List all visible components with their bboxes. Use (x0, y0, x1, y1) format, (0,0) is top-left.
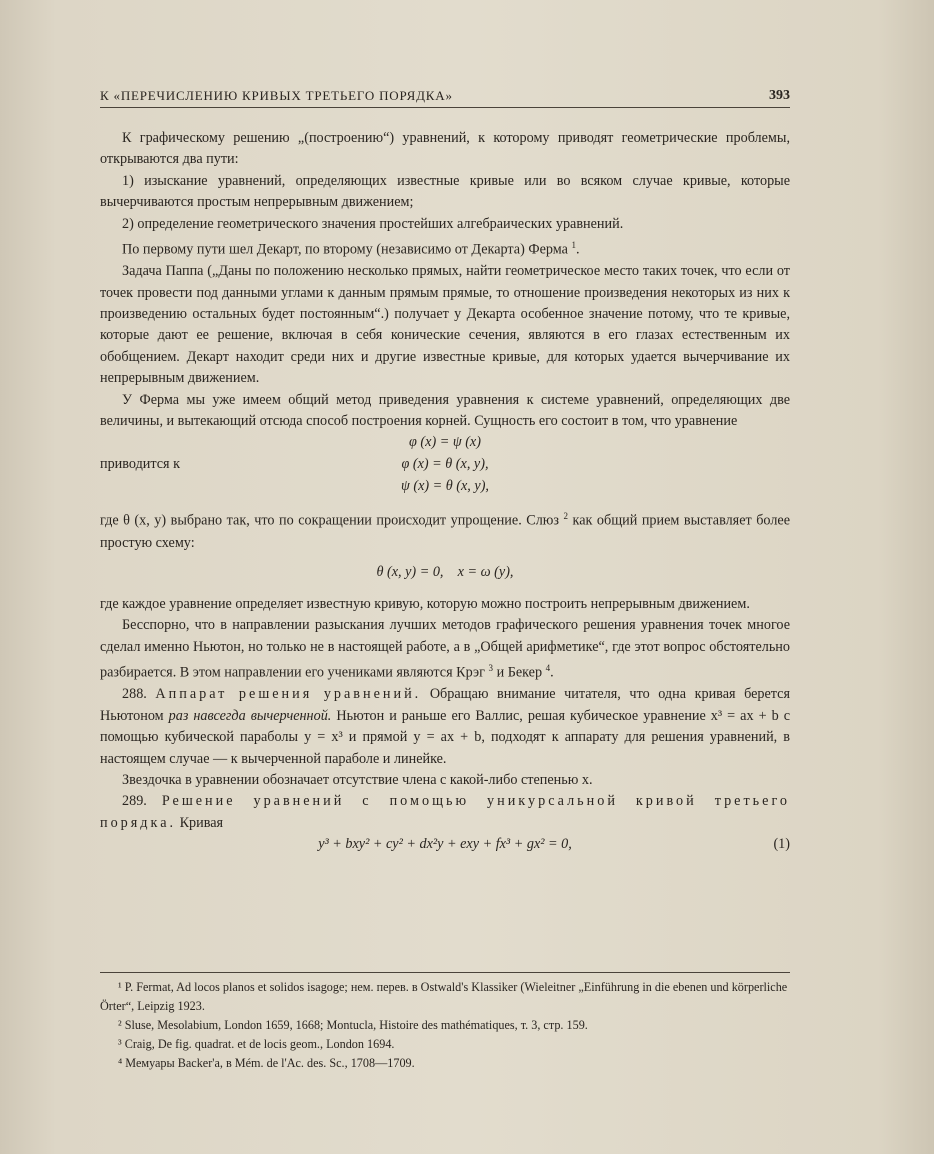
footnote: ¹ P. Fermat, Ad locos planos et solidos isagoge; нем. перев. в Ostwald's Klassiker (Wieleitner „Einführung in die ebenen und körperliche Örter“, Leipzig 1923. (100, 980, 788, 1013)
footnote-ref: 1 (571, 240, 576, 251)
paragraph-text: Бесспорно, что в направлении разыскания лучших методов графического решения уравнения точек многое сделал именно Ньютон, но только не в настоящей работе, а в „Общей арифметике“, где этот вопрос обстоятельно разбирается. В этом направлении его учениками являются Крэг (100, 617, 790, 681)
formula-line (100, 476, 790, 498)
footnote: ⁴ Мемуары Backer'a, в Mém. de l'Ac. des. Sc., 1708—1709. (118, 1056, 415, 1070)
paragraph: Задача Паппа („Даны по положению несколько прямых, найти геометрическое место таких точек, что если от точек провести под данными углами к данным прямым прямые, то отношение произведения некоторых из них к произведению остальных будет постоянным“.) получает у Декарта особенное значение потому, что те кривые, которые дают ее решение, включая в себя конические сечения, являются в его глазах естественным их обобщением. Декарт находит среди них и другие известные кривые, для которых удается вычерчивание их непрерывным движением. (100, 263, 790, 387)
page-number: 393 (769, 88, 790, 103)
equation-number: (1) (773, 836, 790, 853)
paragraph: Бесспорно, что в направлении разыскания лучших методов графического решения уравнения точек многое сделал именно Ньютон, но только не в настоящей работе, а в „Общей арифметике“, где этот вопрос обстоятельно разбирается. В этом направлении его учениками являются Крэг $^3$ и Бекер $^4$. (100, 617, 790, 681)
paragraph (100, 506, 790, 554)
main-text (100, 128, 790, 856)
emphasis-text: раз навсегда вычерченной. (168, 707, 332, 724)
formula-line (100, 432, 790, 454)
paragraph-text: По первому пути шел Декарт, по второму (независимо от Декарта) Ферма (122, 241, 568, 258)
paragraph-text: как общий прием выставляет более простую схему: (100, 513, 791, 551)
section-heading: Решение уравнений с помощью уникурсальной кривой третьего порядка. (100, 793, 791, 831)
paragraph: К графическому решению „(построению“) уравнений, к которому приводят геометрические проблемы, открываются два пути: (100, 130, 790, 168)
section-number: 288. (122, 686, 147, 703)
paragraph-text: и Бекер (496, 664, 543, 681)
paragraph-text: Кривая (179, 814, 224, 831)
footnote: ² Sluse, Mesolabium, London 1659, 1668; Montucla, Histoire des mathématiques, т. 3, стр. 159. (118, 1018, 588, 1032)
footnote-ref: 2 (563, 511, 569, 522)
formula-line (100, 834, 790, 856)
footnote-ref: 3 (488, 663, 494, 674)
paragraph-text: Ньютон и раньше его Валлис, решая кубическое уравнение x³ = ax + b с помощью кубической параболы y = x³ и прямой y = ax + b, подходят к аппарату для решения уравнений, в настоящем случае — к вычерченной параболе и линейке. (100, 707, 791, 767)
paragraph: 2) определение геометрического значения простейших алгебраических уравнений. (122, 215, 624, 232)
paragraph: По первому пути шел Декарт, по второму (независимо от Декарта) Ферма $^1$. (122, 240, 580, 258)
formula-label: приводится к (100, 456, 181, 473)
paragraph-text: где θ (x, y) выбрано так, что по сокращении происходит упрощение. Слюз (100, 513, 559, 530)
footnote-ref: 4 (545, 663, 551, 674)
formula-line (100, 562, 790, 584)
section-heading: Аппарат решения уравнений. (155, 686, 422, 703)
paragraph: 1) изыскание уравнений, определяющих известные кривые или во всяком случае кривые, которые вычерчиваются простым непрерывным движением; (100, 172, 790, 211)
paragraph: Звездочка в уравнении обозначает отсутствие члена с какой-либо степенью x. (122, 771, 593, 788)
header-title: К «ПЕРЕЧИСЛЕНИЮ КРИВЫХ ТРЕТЬЕГО ПОРЯДКА» (100, 88, 453, 103)
footnotes (100, 978, 800, 1073)
formula: ψ (x) = θ (x, y), (401, 478, 489, 495)
formula: θ (x, y) = 0, x = ω (y), (376, 563, 514, 580)
formula: φ (x) = θ (x, y), (401, 456, 489, 473)
paragraph: где каждое уравнение определяет известную кривую, которую можно построить непрерывным движением. (100, 595, 750, 612)
footnote-divider (100, 972, 790, 973)
paragraph-text: Обращаю внимание читателя, что одна кривая берется Ньютоном (100, 686, 791, 724)
footnote: ³ Craig, De fig. quadrat. et de locis geom., London 1694. (118, 1037, 395, 1051)
paragraph: У Ферма мы уже имеем общий метод приведения уравнения к системе уравнений, определяющих две величины, и вытекающий отсюда способ построения корней. Сущность его состоит в том, что уравнение (100, 391, 790, 430)
formula: φ (x) = ψ (x) (409, 434, 481, 451)
paragraph (100, 791, 790, 834)
formula: y³ + bxy² + cy² + dx²y + exy + fx³ + gx² = 0, (318, 836, 572, 853)
formula-line (100, 454, 790, 476)
paragraph (100, 684, 790, 770)
section-number: 289. (122, 793, 147, 810)
running-header (100, 88, 790, 108)
